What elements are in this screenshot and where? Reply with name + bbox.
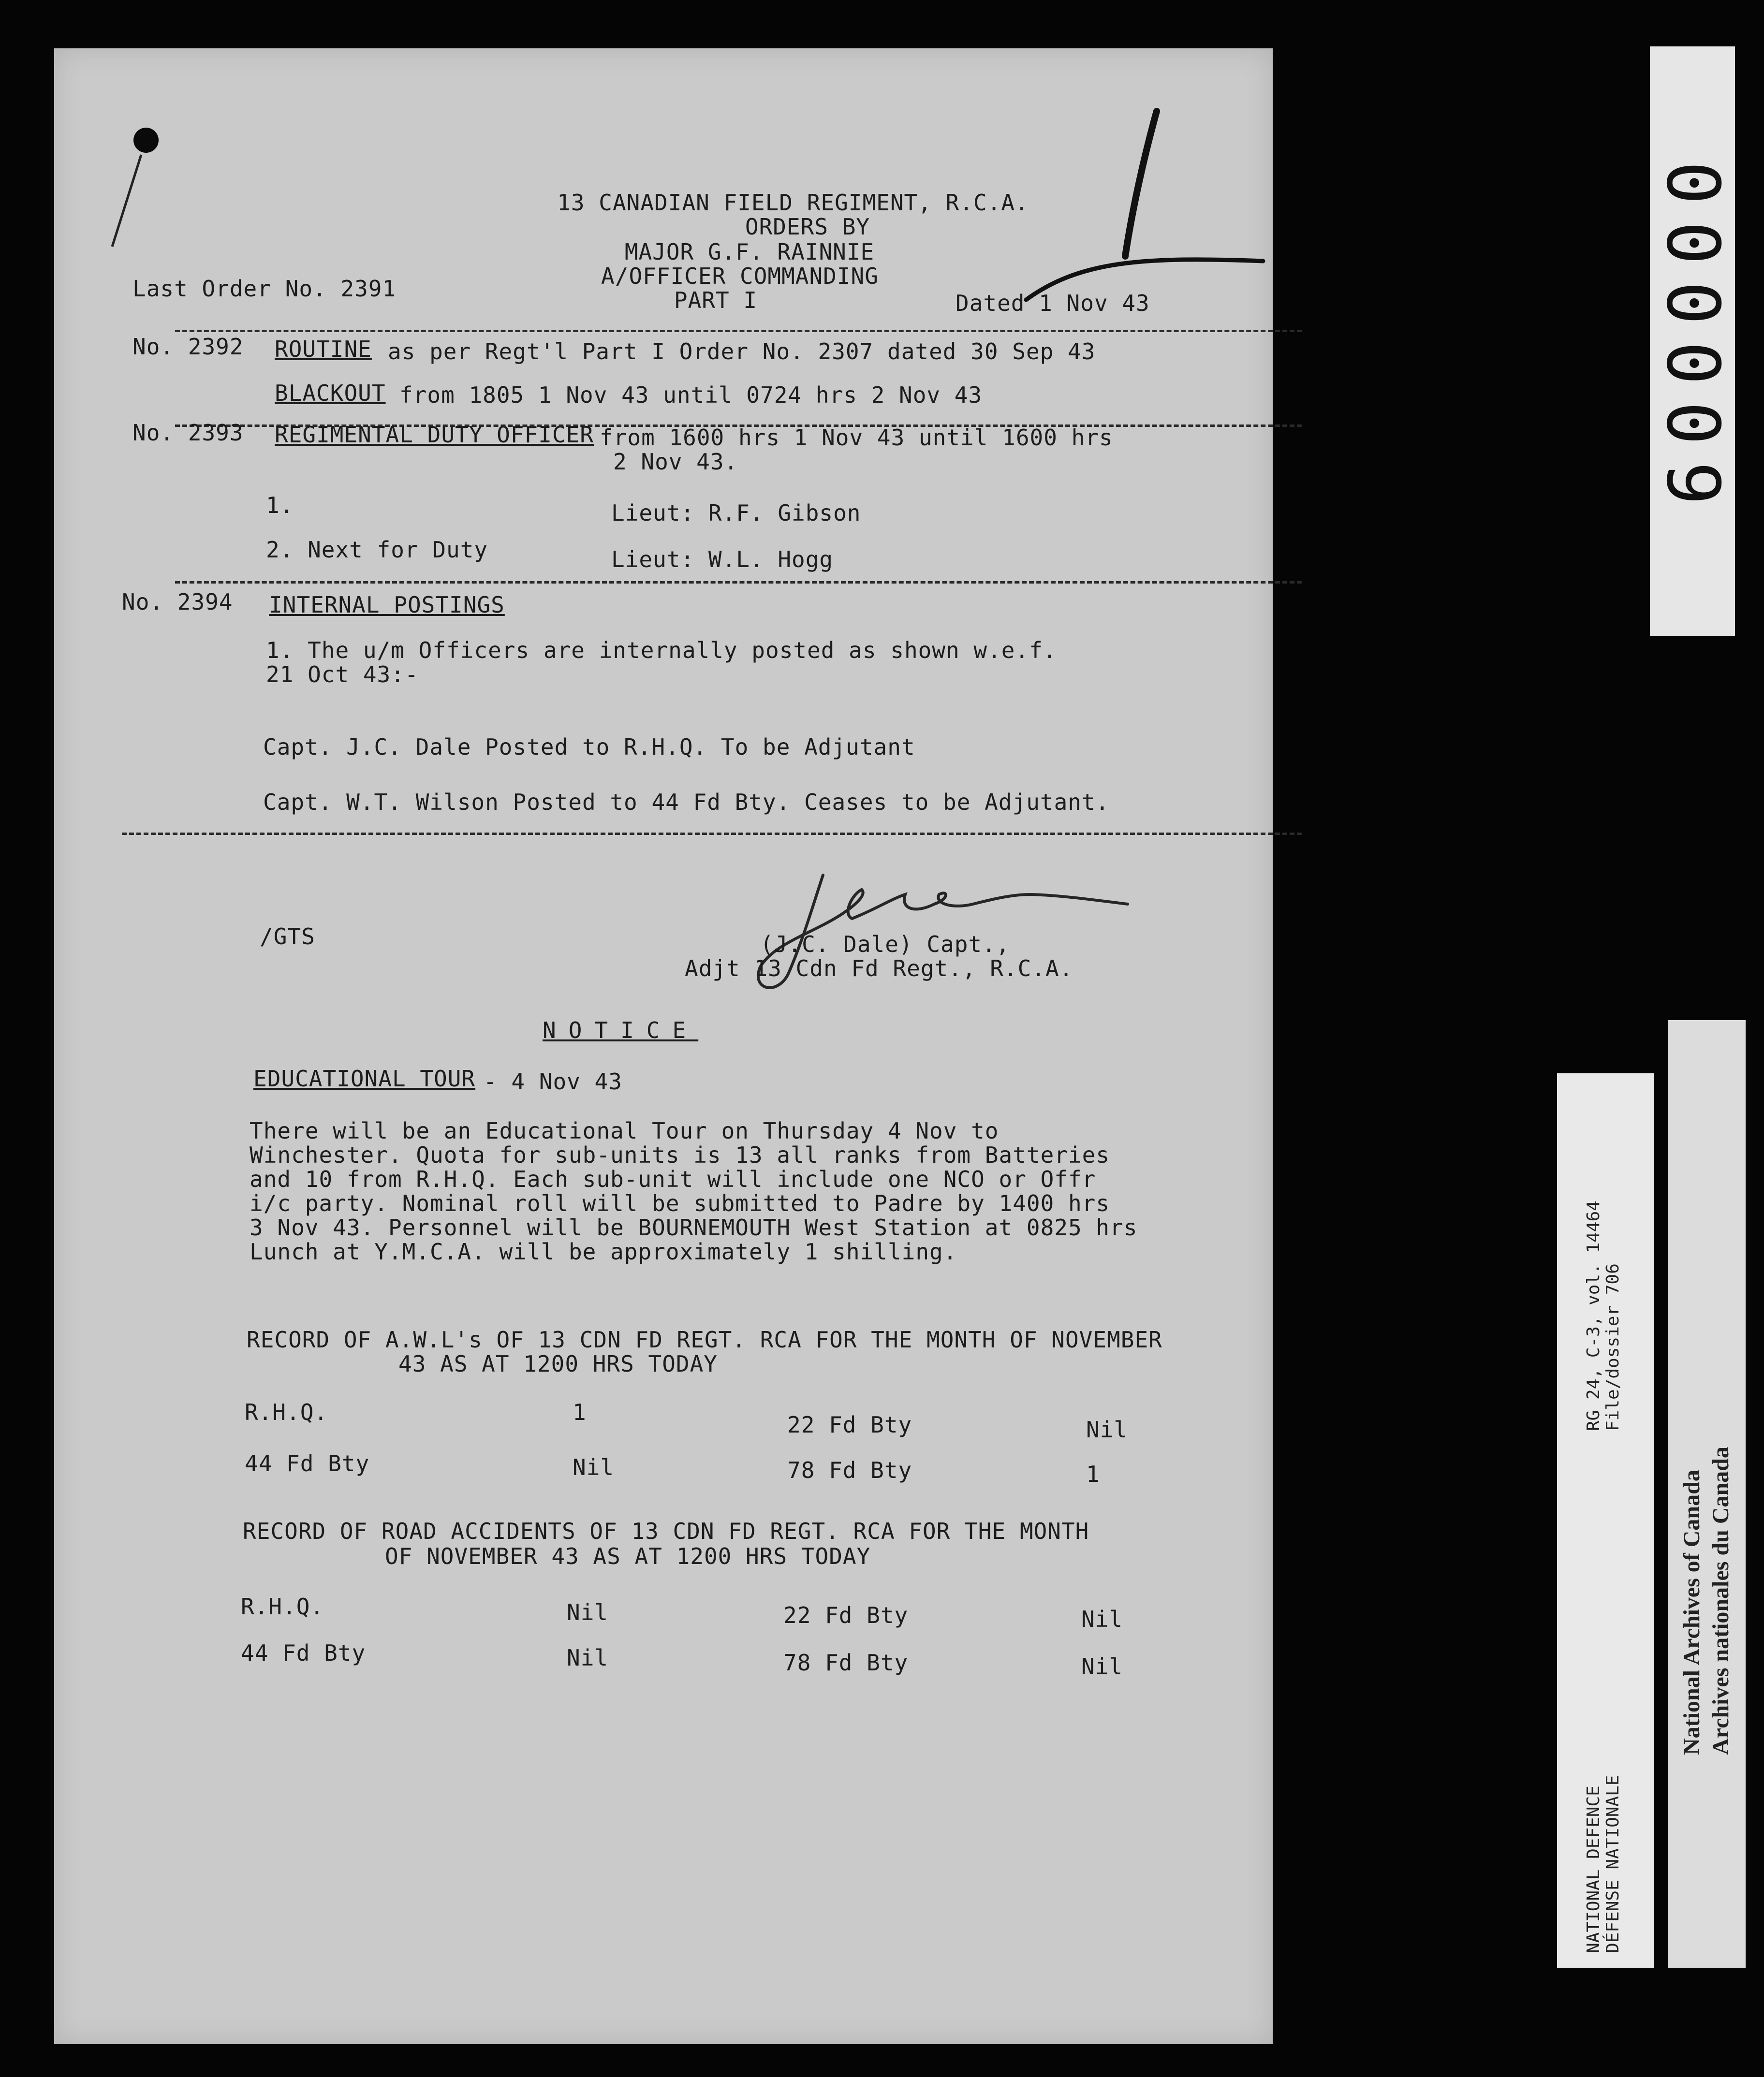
order-number-2392: No. 2392 [132, 334, 244, 360]
duty-officer-text-2: 2 Nov 43. [613, 449, 738, 475]
road-row-unit: 22 Fd Bty [783, 1602, 909, 1628]
road-record-title-1: RECORD OF ROAD ACCIDENTS OF 13 CDN FD REGT. RCA FOR THE MONTH [243, 1518, 1089, 1544]
notice-line: i/c party. Nominal roll will be submitted to Padre by 1400 hrs [250, 1190, 1110, 1216]
signatory-name: (J.C. Dale) Capt., [760, 931, 1010, 957]
header-part: PART I [674, 287, 758, 313]
notice-line: Lunch at Y.M.C.A. will be approximately 1 shilling. [250, 1239, 957, 1265]
national-archives-fr: Archives nationales du Canada [1708, 1447, 1734, 1755]
road-row-unit: 78 Fd Bty [783, 1650, 909, 1676]
road-row-value: Nil [567, 1599, 609, 1625]
posting-wilson: Capt. W.T. Wilson Posted to 44 Fd Bty. Ceases to be Adjutant. [263, 789, 1110, 815]
divider [175, 330, 1302, 332]
duty-item-1: 1. [266, 492, 294, 518]
educational-tour-title: EDUCATIONAL TOUR [253, 1066, 476, 1092]
order-number-2393: No. 2393 [132, 420, 244, 446]
archive-reference-card [1557, 1073, 1654, 1968]
frame-number-strip [1650, 46, 1735, 636]
awl-row-unit: R.H.Q. [245, 1399, 328, 1425]
road-record-title-2: OF NOVEMBER 43 AS AT 1200 HRS TODAY [385, 1543, 871, 1569]
road-row-value: Nil [1081, 1653, 1123, 1680]
header-major: MAJOR G.F. RAINNIE [624, 239, 875, 265]
document-page [54, 48, 1273, 2044]
awl-row-unit: 22 Fd Bty [787, 1412, 912, 1438]
notice-heading: NOTICE [543, 1017, 699, 1043]
archive-ref-line-1: RG 24, C-3, vol. 14464 [1584, 1200, 1603, 1431]
notice-line: and 10 from R.H.Q. Each sub-unit will include one NCO or Offr [250, 1166, 1096, 1192]
duty-officer-gibson: Lieut: R.F. Gibson [611, 500, 861, 526]
awl-row-value: 1 [573, 1399, 587, 1425]
awl-row-value: Nil [1086, 1417, 1128, 1443]
typist-initials: /GTS [260, 923, 315, 950]
road-row-value: Nil [1081, 1606, 1123, 1632]
header-regiment: 13 CANADIAN FIELD REGIMENT, R.C.A. [557, 190, 1029, 216]
postings-para-1: 1. The u/m Officers are internally posted as shown w.e.f. [266, 637, 1057, 663]
duty-officer-hogg: Lieut: W.L. Hogg [611, 546, 834, 572]
national-archives-en: National Archives of Canada [1679, 1470, 1705, 1755]
awl-row-value: 1 [1086, 1461, 1100, 1487]
department-line-2: DÉFENSE NATIONALE [1603, 1775, 1623, 1953]
awl-row-unit: 78 Fd Bty [787, 1457, 912, 1483]
duty-item-2: 2. Next for Duty [266, 537, 488, 563]
punch-hole-mark [103, 126, 170, 251]
posting-dale: Capt. J.C. Dale Posted to R.H.Q. To be Adjutant [263, 734, 915, 760]
handwritten-page-number [1021, 102, 1282, 305]
duty-officer-title: REGIMENTAL DUTY OFFICER [275, 422, 594, 448]
road-row-unit: 44 Fd Bty [241, 1640, 366, 1666]
header-orders-by: ORDERS BY [745, 214, 870, 240]
duty-officer-text-1: from 1600 hrs 1 Nov 43 until 1600 hrs [600, 424, 1113, 451]
header-officer-commanding: A/OFFICER COMMANDING [601, 263, 879, 289]
archive-ref-line-2: File/dossier 706 [1603, 1263, 1623, 1431]
order-date: Dated 1 Nov 43 [956, 290, 1150, 316]
notice-line: There will be an Educational Tour on Thursday 4 Nov to [250, 1118, 999, 1144]
awl-record-title-2: 43 AS AT 1200 HRS TODAY [398, 1351, 718, 1377]
educational-tour-date: - 4 Nov 43 [484, 1068, 622, 1095]
routine-text: as per Regt'l Part I Order No. 2307 dated 30 Sep 43 [388, 338, 1096, 365]
divider [122, 833, 1302, 835]
national-archives-card [1668, 1020, 1746, 1968]
notice-line: Winchester. Quota for sub-units is 13 all ranks from Batteries [250, 1142, 1110, 1168]
awl-row-value: Nil [573, 1454, 615, 1480]
notice-line: 3 Nov 43. Personnel will be BOURNEMOUTH West Station at 0825 hrs [250, 1214, 1138, 1241]
road-row-unit: R.H.Q. [241, 1594, 324, 1620]
blackout-text: from 1805 1 Nov 43 until 0724 hrs 2 Nov 43 [399, 382, 983, 408]
internal-postings-title: INTERNAL POSTINGS [269, 592, 505, 618]
postings-para-2: 21 Oct 43:- [266, 661, 419, 687]
frame-number: 000009 [1650, 161, 1735, 522]
awl-record-title-1: RECORD OF A.W.L's OF 13 CDN FD REGT. RCA FOR THE MONTH OF NOVEMBER [247, 1327, 1162, 1353]
last-order-number: Last Order No. 2391 [132, 276, 397, 302]
blackout-title: BLACKOUT [275, 380, 386, 406]
awl-row-unit: 44 Fd Bty [245, 1450, 370, 1477]
divider [175, 581, 1302, 584]
department-line-1: NATIONAL DEFENCE [1584, 1785, 1603, 1953]
signatory-role: Adjt 13 Cdn Fd Regt., R.C.A. [685, 955, 1073, 981]
road-row-value: Nil [567, 1645, 609, 1671]
order-number-2394: No. 2394 [122, 589, 233, 615]
routine-title: ROUTINE [275, 336, 372, 362]
